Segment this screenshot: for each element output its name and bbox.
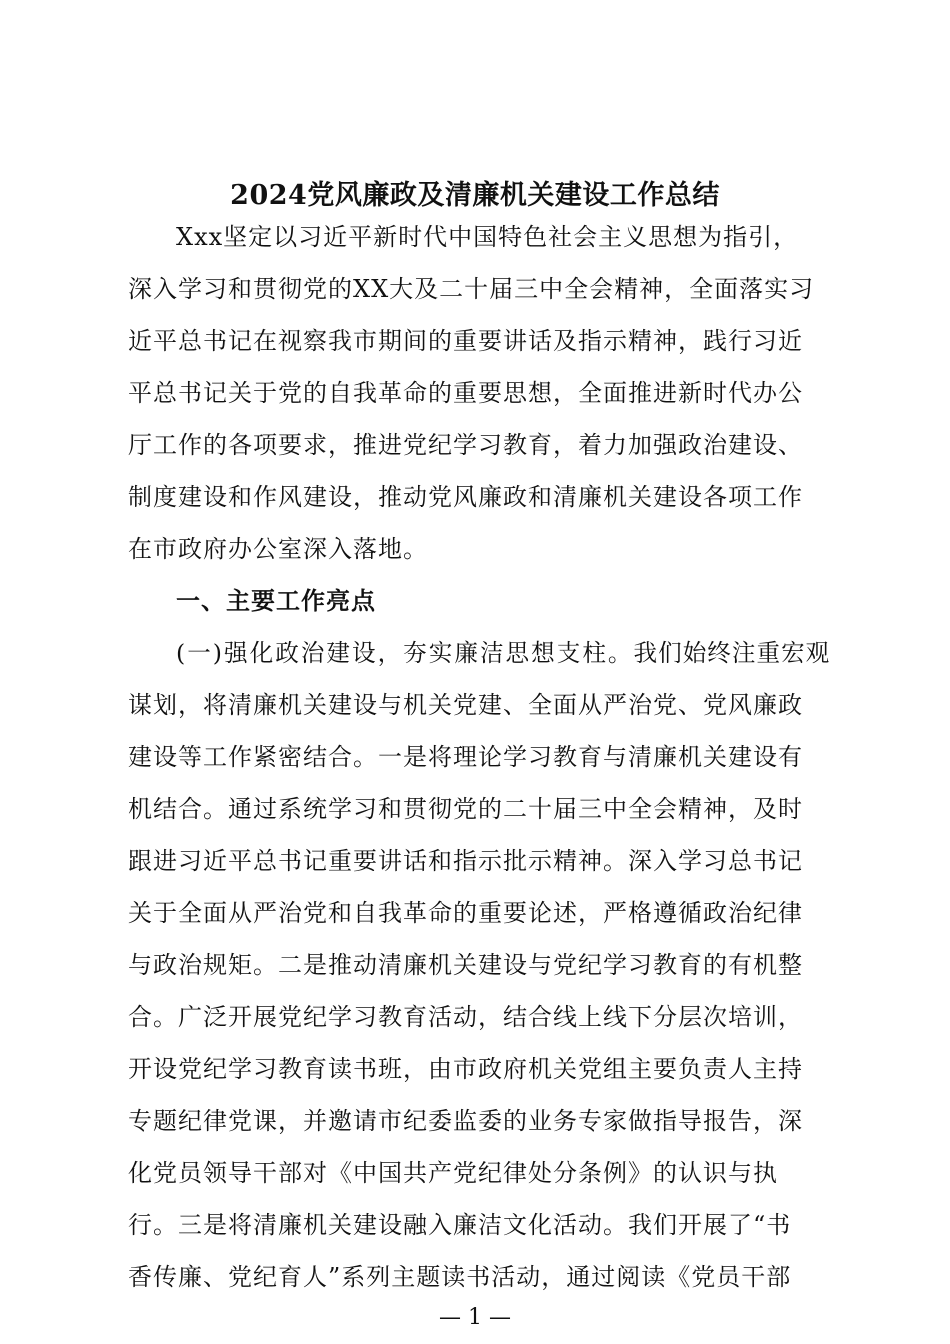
paragraph-line: 化党员领导干部对《中国共产党纪律处分条例》的认识与执 [128, 1159, 778, 1187]
paragraph-line: 关于全面从严治党和自我革命的重要论述，严格遵循政治纪律 [128, 899, 803, 927]
subheading-title: (一)强化政治建设，夯实廉洁思想支柱。 [176, 639, 634, 667]
paragraph-line: 跟进习近平总书记重要讲话和指示批示精神。深入学习总书记 [128, 847, 803, 875]
document-title: 2024党风廉政及清廉机关建设工作总结 [230, 180, 720, 211]
paragraph-line: 深入学习和贯彻党的XX大及二十届三中全会精神，全面落实习 [128, 275, 815, 303]
paragraph-line: 谋划，将清廉机关建设与机关党建、全面从严治党、党风廉政 [128, 691, 803, 719]
subheading-line [176, 633, 830, 673]
paragraph-line: 开设党纪学习教育读书班，由市政府机关党组主要负责人主持 [128, 1055, 803, 1083]
paragraph-line: 专题纪律党课，并邀请市纪委监委的业务专家做指导报告，深 [128, 1107, 803, 1135]
paragraph-line: 合。广泛开展党纪学习教育活动，结合线上线下分层次培训， [128, 1003, 803, 1031]
paragraph-line: 机结合。通过系统学习和贯彻党的二十届三中全会精神，及时 [128, 795, 803, 823]
paragraph-line: 厅工作的各项要求，推进党纪学习教育，着力加强政治建设、 [128, 431, 803, 459]
paragraph-line: 平总书记关于党的自我革命的重要思想，全面推进新时代办公 [128, 379, 803, 407]
paragraph-line: 近平总书记在视察我市期间的重要讲话及指示精神，践行习近 [128, 327, 803, 355]
paragraph-line: 建设等工作紧密结合。一是将理论学习教育与清廉机关建设有 [128, 743, 803, 771]
page-number: — 1 — [439, 1305, 511, 1330]
paragraph-line: 在市政府办公室深入落地。 [128, 535, 428, 563]
section-heading: 一、主要工作亮点 [176, 587, 376, 615]
paragraph-line: 与政治规矩。二是推动清廉机关建设与党纪学习教育的有机整 [128, 951, 803, 979]
paragraph-line: 香传廉、党纪育人”系列主题读书活动，通过阅读《党员干部 [128, 1263, 792, 1291]
paragraph-line: 行。三是将清廉机关建设融入廉洁文化活动。我们开展了“书 [128, 1211, 792, 1239]
paragraph-line: 制度建设和作风建设，推动党风廉政和清廉机关建设各项工作 [128, 483, 803, 511]
paragraph-line: Xxx坚定以习近平新时代中国特色社会主义思想为指引， [176, 223, 799, 251]
subheading-continuation: 我们始终注重宏观 [633, 639, 831, 667]
